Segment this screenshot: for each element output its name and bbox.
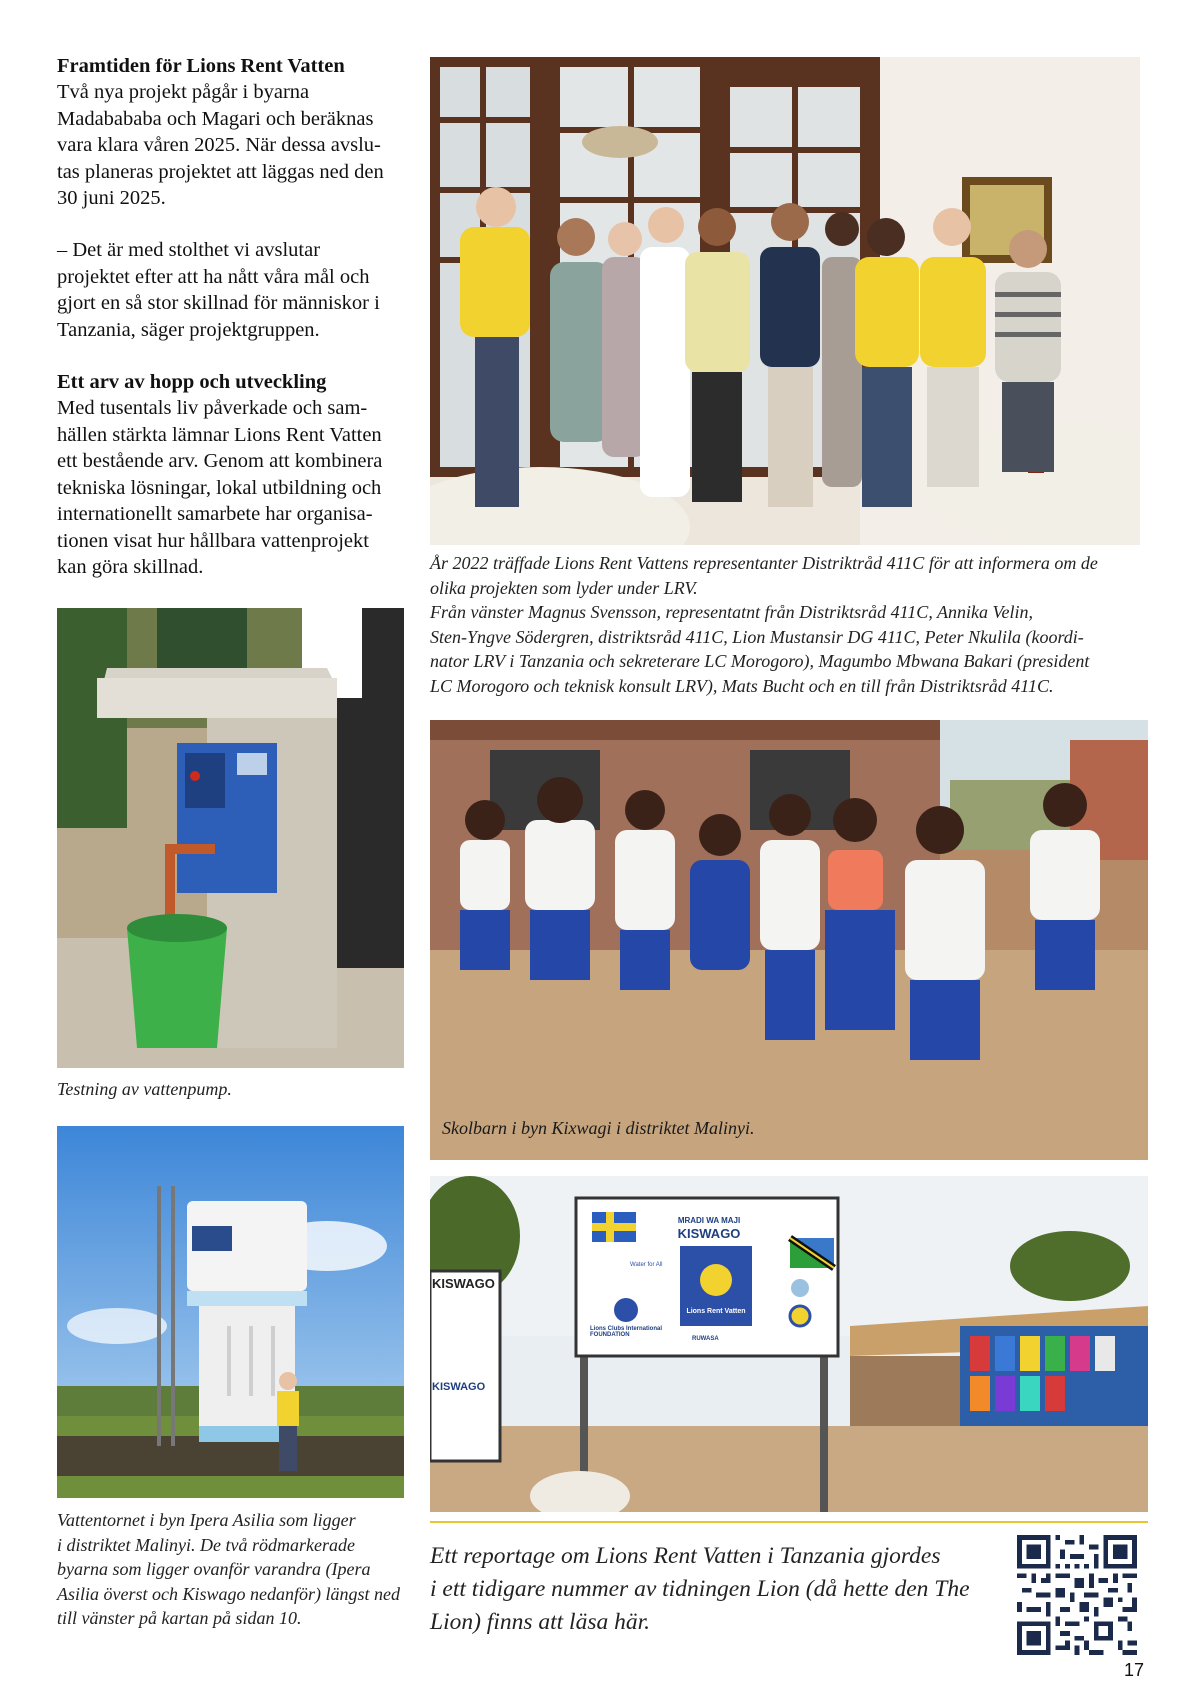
section-heading-future: Framtiden för Lions Rent Vatten bbox=[57, 55, 345, 77]
water-tower-caption bbox=[57, 1508, 417, 1631]
paragraph-line: tionen visat hur hållbara vattenprojekt bbox=[57, 529, 369, 552]
paragraph-line: Två nya projekt pågår i byarna bbox=[57, 81, 310, 104]
paragraph-line: Med tusentals liv påverkade och sam- bbox=[57, 397, 368, 420]
side-sign-label: KISWAGO bbox=[432, 1276, 495, 1291]
reportage-line: Ett reportage om Lions Rent Vatten i Tanzania gjordes bbox=[430, 1543, 941, 1569]
caption-line: till vänster på kartan på sidan 10. bbox=[57, 1608, 302, 1628]
page-number: 17 bbox=[1124, 1660, 1145, 1680]
schoolchildren-caption: Skolbarn i byn Kixwagi i distriktet Malinyi. bbox=[442, 1118, 755, 1138]
side-sign-label-2: KISWAGO bbox=[432, 1381, 486, 1393]
paragraph-line: 30 juni 2025. bbox=[57, 187, 166, 210]
paragraph-line: vara klara våren 2025. När dessa avslu- bbox=[57, 134, 381, 157]
accent-divider bbox=[430, 1521, 1148, 1523]
caption-line: olika projekten som lyder under LRV. bbox=[430, 577, 698, 598]
water-pump-photo bbox=[57, 608, 404, 1068]
paragraph-line: internationellt samarbete har organisa- bbox=[57, 503, 373, 526]
caption-line: År 2022 träffade Lions Rent Vattens representanter Distriktråd 411C för att informera om de bbox=[430, 553, 1098, 573]
qr-code[interactable] bbox=[1017, 1535, 1137, 1655]
paragraph-line: tekniska lösningar, lokal utbildning och bbox=[57, 476, 382, 499]
paragraph-line: Madabababa och Magari och beräknas bbox=[57, 107, 374, 130]
paragraph-line: hällen stärkta lämnar Lions Rent Vatten bbox=[57, 423, 382, 446]
article-text bbox=[57, 53, 417, 580]
reportage-line: i ett tidigare nummer av tidningen Lion (då hette den The bbox=[430, 1576, 970, 1602]
caption-line: byarna som ligger ovanför varandra (Ipera bbox=[57, 1559, 371, 1579]
sign-water-for-all: Water for All bbox=[630, 1262, 663, 1268]
water-tower-photo bbox=[57, 1126, 404, 1498]
caption-line: nator LRV i Tanzania och sekreterare LC Morogoro), Magumbo Mbwana Bakari (president bbox=[430, 651, 1090, 671]
quote-line: projektet efter att ha nått våra mål och bbox=[57, 265, 370, 288]
group-photo-caption bbox=[430, 551, 1150, 698]
sign-center-label: Lions Rent Vatten bbox=[686, 1308, 746, 1315]
paragraph-line: ett bestående arv. Genom att kombinera bbox=[57, 450, 383, 473]
kiswago-sign-photo bbox=[430, 1176, 1148, 1512]
sign-ruwasa-label: RUWASA bbox=[692, 1336, 719, 1342]
quote-line: – Det är med stolthet vi avslutar bbox=[57, 239, 321, 262]
paragraph-line: tas planeras projektet att läggas ned den bbox=[57, 160, 384, 183]
caption-line: Asilia överst och Kiswago nedanför) längst ned bbox=[57, 1583, 400, 1604]
group-photo bbox=[430, 57, 1140, 545]
pump-caption: Testning av vattenpump. bbox=[57, 1079, 232, 1099]
caption-line: LC Morogoro och teknisk konsult LRV), Mats Bucht och en till från Distriktsråd 411C. bbox=[430, 675, 1054, 696]
section-heading-legacy: Ett arv av hopp och utveckling bbox=[57, 371, 327, 394]
quote-line: gjort en så stor skillnad för människor i bbox=[57, 292, 380, 315]
quote-line: Tanzania, säger projektgruppen. bbox=[57, 318, 320, 341]
caption-line: Sten-Yngve Södergren, distriktsråd 411C, Lion Mustansir DG 411C, Peter Nkulila (koordi- bbox=[430, 626, 1084, 647]
sign-title-line2: KISWAGO bbox=[677, 1226, 741, 1241]
reportage-text bbox=[430, 1540, 1000, 1639]
sign-lcif-label: Lions Clubs International FOUNDATION bbox=[590, 1326, 663, 1338]
caption-line: Från vänster Magnus Svensson, representatnt från Distriktsråd 411C, Annika Velin, bbox=[430, 602, 1033, 622]
caption-line: Vattentornet i byn Ipera Asilia som ligger bbox=[57, 1510, 356, 1530]
paragraph-line: kan göra skillnad. bbox=[57, 555, 204, 578]
reportage-line: Lion) finns att läsa här. bbox=[430, 1609, 651, 1635]
schoolchildren-photo bbox=[430, 720, 1148, 1160]
sign-title-line1: MRADI WA MAJI bbox=[677, 1216, 741, 1225]
caption-line: i distriktet Malinyi. De två rödmarkerade bbox=[57, 1534, 355, 1555]
